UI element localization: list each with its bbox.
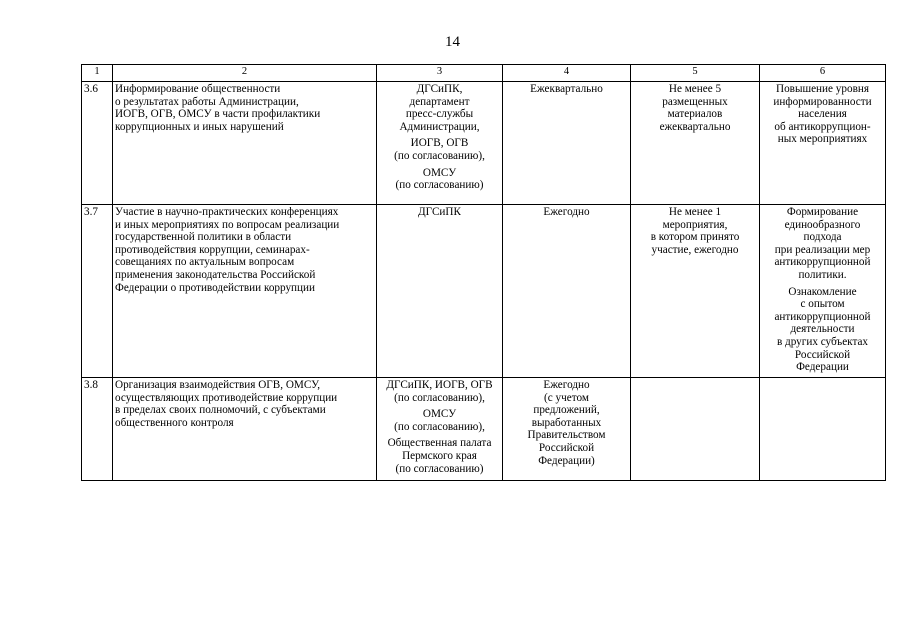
executor-line: Общественная палата <box>387 437 492 450</box>
result-line: в других субъектах <box>776 335 869 348</box>
result-line: ных мероприятиях <box>777 133 868 146</box>
result-line: населения <box>798 108 847 121</box>
indicator-line: размещенных <box>662 95 728 108</box>
executor-line: ДГСиПК <box>418 206 461 218</box>
indicator-line: Не менее 1 <box>668 206 722 218</box>
executor-block <box>379 408 500 433</box>
result-line: подхода <box>803 231 842 244</box>
executor-line: Администрации, <box>399 120 480 133</box>
item-number-cell: 3.8 <box>82 378 113 481</box>
result-line: Ознакомление <box>788 285 857 298</box>
executor-block <box>379 83 500 133</box>
action-line: ИОГВ, ОГВ, ОМСУ в части профилактики <box>115 108 321 121</box>
result-cell <box>760 378 886 481</box>
executor-line: (по согласованию) <box>395 462 484 475</box>
action-line: общественного контроля <box>115 416 234 429</box>
item-number-cell: 3.7 <box>82 205 113 378</box>
result-block <box>762 83 883 146</box>
indicator-line: в котором принято <box>650 231 740 244</box>
page-number: 14 <box>445 34 460 50</box>
executor-cell <box>377 205 503 378</box>
action-cell <box>113 205 377 378</box>
result-block <box>762 286 883 374</box>
table-header-row <box>82 65 886 82</box>
term-line: Российской <box>538 441 595 454</box>
executor-line: ДГСиПК, <box>416 83 463 95</box>
measures-table <box>81 64 886 481</box>
action-cell <box>113 378 377 481</box>
action-line: и иных мероприятиях по вопросам реализации <box>115 218 340 231</box>
result-line: единообразного <box>784 218 861 231</box>
executor-cell <box>377 378 503 481</box>
result-line: антикоррупционной <box>774 310 871 323</box>
indicator-cell <box>631 205 760 378</box>
term-line: Ежеквартально <box>530 83 603 95</box>
result-cell <box>760 205 886 378</box>
executor-line: ОМСУ <box>422 408 457 421</box>
result-line: об антикоррупцион- <box>774 120 871 133</box>
indicator-line: материалов <box>667 108 723 121</box>
action-line: осуществляющих противодействие коррупции <box>115 391 338 404</box>
result-line: Российской <box>794 348 851 361</box>
header-col-2: 2 <box>113 65 377 82</box>
term-line: (с учетом <box>544 391 589 404</box>
table-row <box>82 82 886 205</box>
indicator-cell <box>631 82 760 205</box>
term-line: Федерации) <box>538 454 595 467</box>
action-line: Информирование общественности <box>115 83 281 95</box>
result-line: с опытом <box>800 298 845 311</box>
term-line: предложений, <box>533 404 600 417</box>
result-line: антикоррупционной <box>774 256 871 269</box>
result-line: при реализации мер <box>774 243 871 256</box>
action-line: Участие в научно-практических конференциях <box>115 206 339 218</box>
executor-block <box>379 437 500 475</box>
term-cell <box>503 378 631 481</box>
executor-block <box>379 206 500 219</box>
action-line: государственной политики в области <box>115 231 292 244</box>
action-cell <box>113 82 377 205</box>
result-line: деятельности <box>790 323 855 336</box>
indicator-line: Не менее 5 <box>668 83 722 95</box>
executor-line: Пермского края <box>402 449 477 462</box>
table-row <box>82 378 886 481</box>
executor-line: (по согласованию), <box>394 149 485 162</box>
header-col-1: 1 <box>82 65 113 82</box>
header-col-4: 4 <box>503 65 631 82</box>
item-number-cell: 3.6 <box>82 82 113 205</box>
result-line: политики. <box>798 268 847 281</box>
executor-line: департамент <box>409 95 470 108</box>
table-row <box>82 205 886 378</box>
executor-block <box>379 379 500 404</box>
executor-line: (по согласованию) <box>395 179 484 192</box>
action-line: совещаниях по актуальным вопросам <box>115 256 295 269</box>
term-line: Правительством <box>527 429 606 442</box>
result-block <box>762 206 883 282</box>
action-line: в пределах своих полномочий, с субъектами <box>115 404 326 417</box>
indicator-line: мероприятия, <box>662 218 728 231</box>
action-line: применения законодательства Российской <box>115 268 316 281</box>
action-line: коррупционных и иных нарушений <box>115 120 284 133</box>
action-line: о результатах работы Администрации, <box>115 95 299 108</box>
indicator-cell <box>631 378 760 481</box>
executor-line: пресс-службы <box>405 108 474 121</box>
term-line: Ежегодно <box>543 206 590 218</box>
result-line: Федерации <box>796 361 849 374</box>
header-col-6: 6 <box>760 65 886 82</box>
header-col-3: 3 <box>377 65 503 82</box>
executor-line: (по согласованию), <box>394 391 485 404</box>
executor-block <box>379 167 500 192</box>
executor-line: (по согласованию), <box>394 420 485 433</box>
indicator-line: участие, ежегодно <box>651 243 739 256</box>
header-col-5: 5 <box>631 65 760 82</box>
result-line: информированности <box>773 95 872 108</box>
term-cell <box>503 205 631 378</box>
result-line: Повышение уровня <box>776 83 869 95</box>
result-line: Формирование <box>786 206 859 218</box>
action-line: Федерации о противодействии коррупции <box>115 281 315 294</box>
executor-line: ИОГВ, ОГВ <box>410 137 469 150</box>
term-cell <box>503 82 631 205</box>
executor-cell <box>377 82 503 205</box>
executor-line: ДГСиПК, ИОГВ, ОГВ <box>386 379 493 391</box>
term-line: выработанных <box>531 416 602 429</box>
executor-line: ОМСУ <box>422 166 457 179</box>
result-cell <box>760 82 886 205</box>
action-line: противодействия коррупции, семинарах- <box>115 243 310 256</box>
term-line: Ежегодно <box>543 379 590 391</box>
action-line: Организация взаимодействия ОГВ, ОМСУ, <box>115 379 321 391</box>
executor-block <box>379 137 500 162</box>
indicator-line: ежеквартально <box>659 120 731 133</box>
